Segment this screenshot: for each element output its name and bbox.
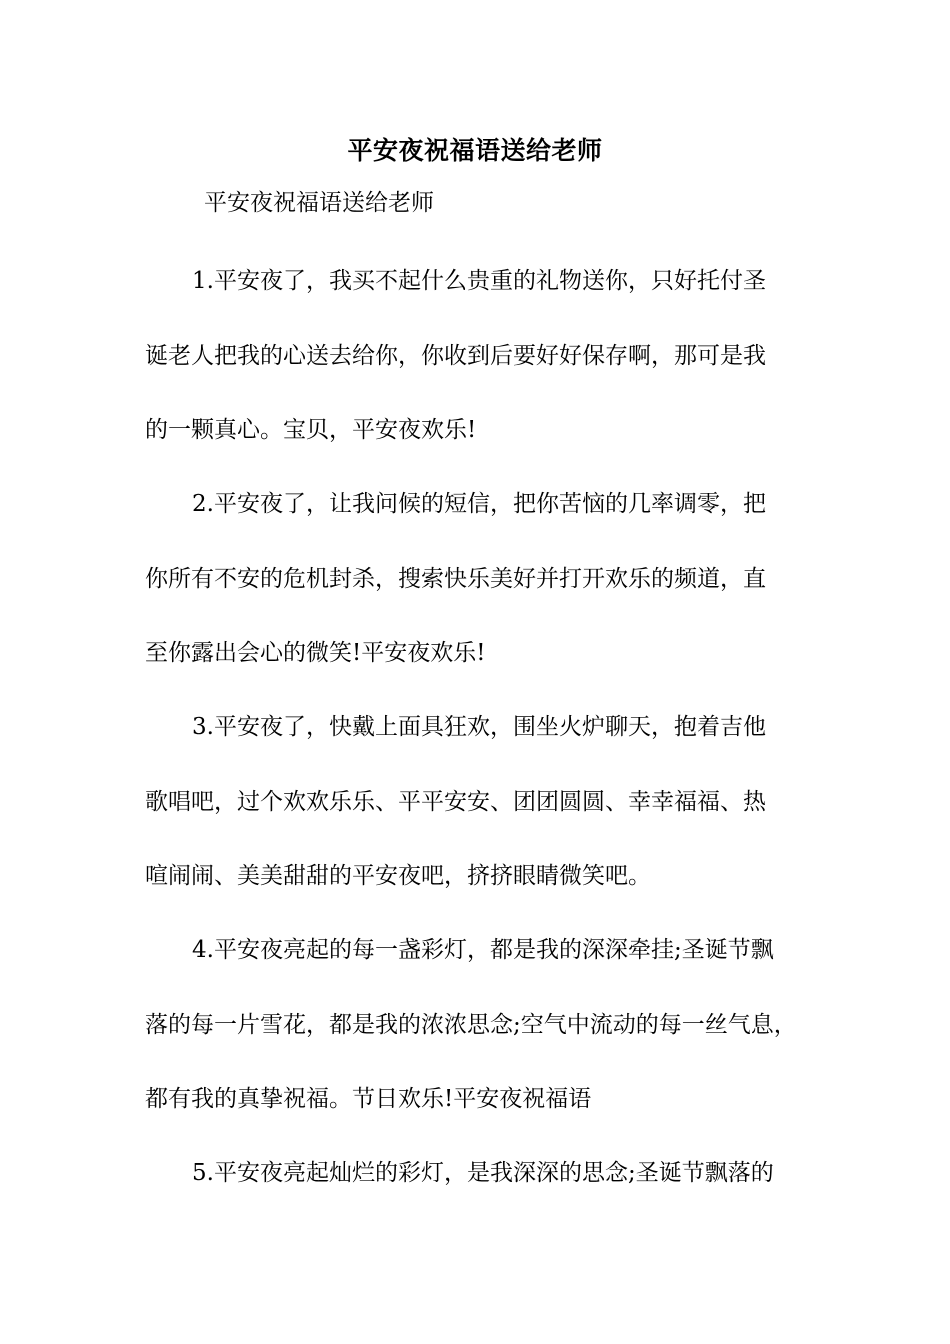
paragraph-1-line-3: 的一颗真心。宝贝，平安夜欢乐!	[145, 417, 477, 443]
paragraph-2-line-1: 2.平安夜了，让我问候的短信，把你苦恼的几率调零，把	[192, 491, 766, 517]
paragraph-1-line-1: 1.平安夜了，我买不起什么贵重的礼物送你，只好托付圣	[192, 268, 766, 294]
paragraph-5-line-1: 5.平安夜亮起灿烂的彩灯，是我深深的思念;圣诞节飘落的	[192, 1160, 774, 1186]
paragraph-2-line-3: 至你露出会心的微笑!平安夜欢乐!	[145, 640, 486, 666]
paragraph-3-line-2: 歌唱吧，过个欢欢乐乐、平平安安、团团圆圆、幸幸福福、热	[145, 789, 766, 815]
document-title: 平安夜祝福语送给老师	[347, 136, 603, 165]
paragraph-3-line-3: 喧闹闹、美美甜甜的平安夜吧，挤挤眼睛微笑吧。	[145, 863, 651, 889]
document-subtitle: 平安夜祝福语送给老师	[204, 190, 434, 216]
paragraph-2-line-2: 你所有不安的危机封杀，搜索快乐美好并打开欢乐的频道，直	[145, 566, 766, 592]
paragraph-4-line-2: 落的每一片雪花，都是我的浓浓思念;空气中流动的每一丝气息，	[145, 1012, 797, 1038]
paragraph-1-line-2: 诞老人把我的心送去给你，你收到后要好好保存啊，那可是我	[145, 343, 766, 369]
paragraph-4-line-1: 4.平安夜亮起的每一盏彩灯，都是我的深深牵挂;圣诞节飘	[192, 937, 774, 963]
paragraph-4-line-3: 都有我的真挚祝福。节日欢乐!平安夜祝福语	[145, 1086, 592, 1112]
paragraph-3-line-1: 3.平安夜了，快戴上面具狂欢，围坐火炉聊天，抱着吉他	[192, 714, 766, 740]
